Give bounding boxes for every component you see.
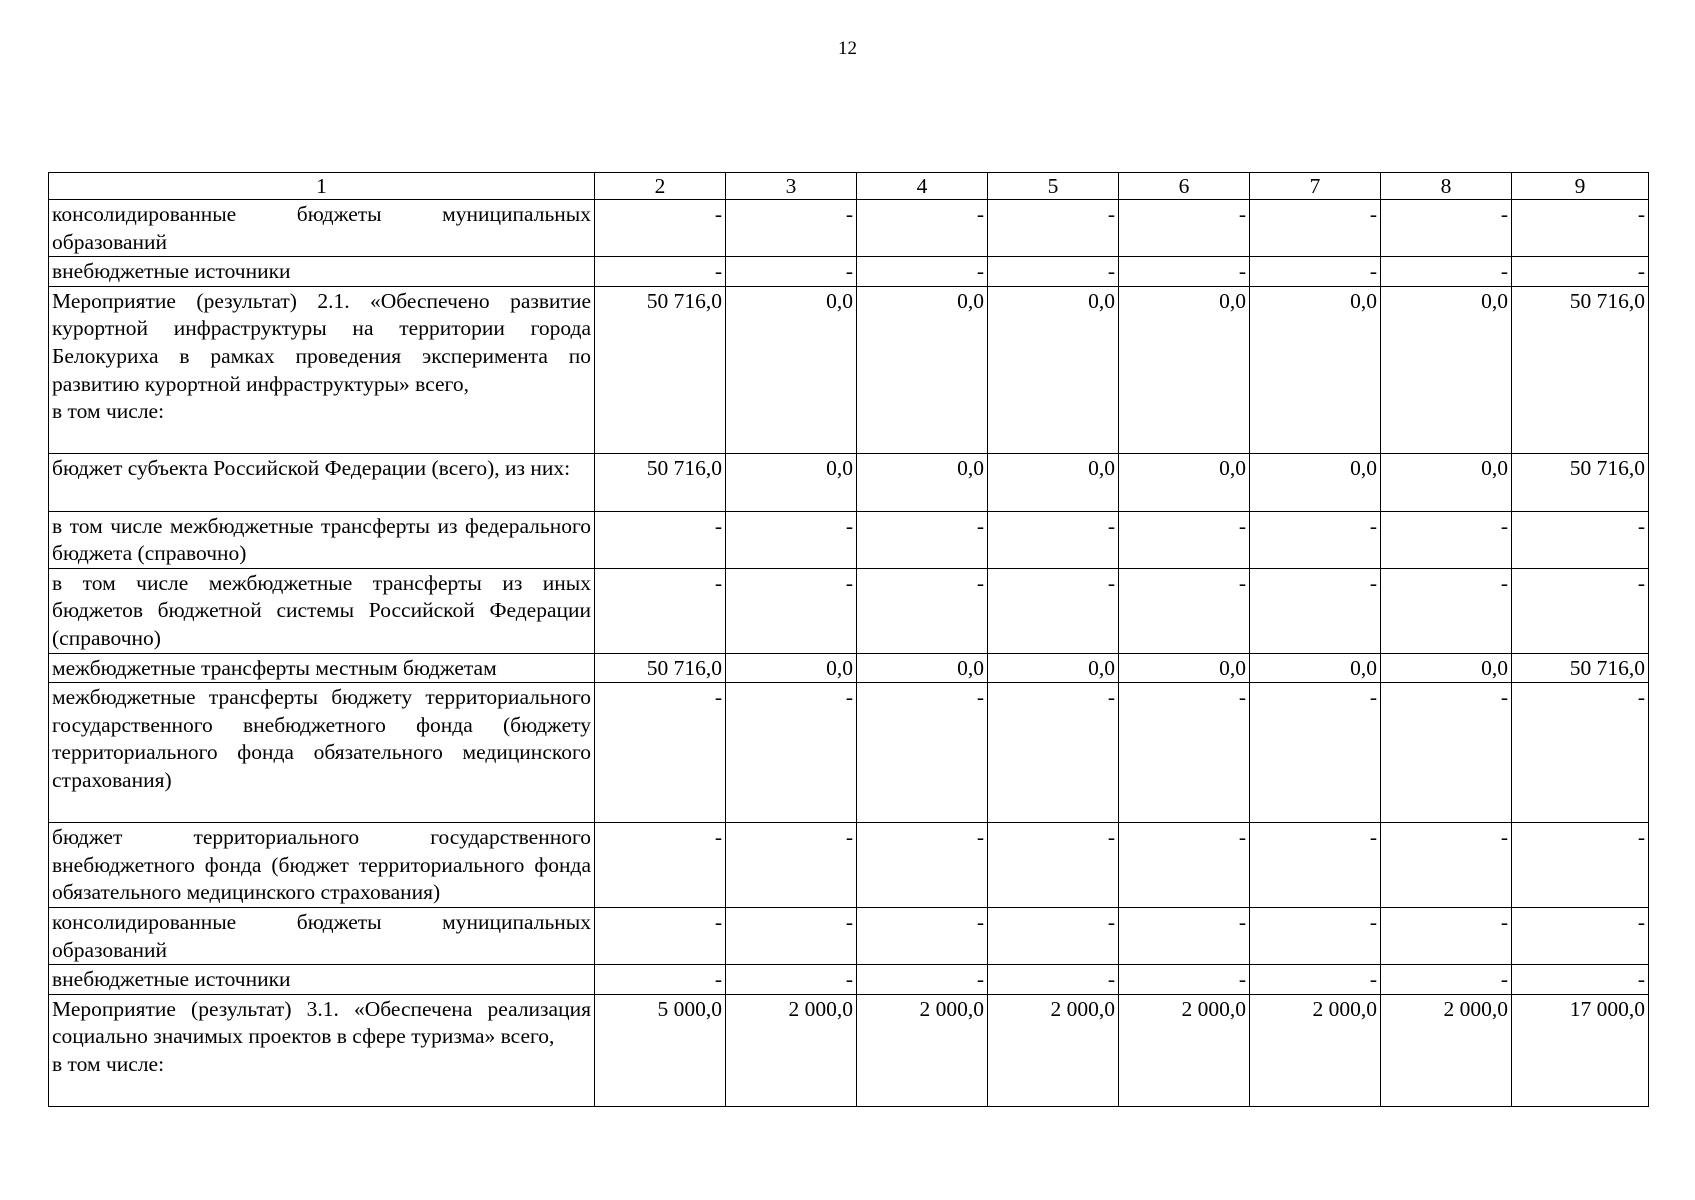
value-cell: 0,0 [1250,454,1381,511]
table-body [49,173,1649,1107]
value-cell: - [1250,823,1381,908]
value-cell: - [726,568,857,653]
value-cell: - [988,823,1119,908]
value-cell: 2 000,0 [988,994,1119,1106]
value-cell: - [857,965,988,995]
row-label: межбюджетные трансферты бюджету территориального государственного внебюджетного фонда (бюджету территориального фонда обязательного медицинского страхования) [49,683,595,823]
value-cell: - [857,200,988,257]
value-cell: - [726,823,857,908]
value-cell: 2 000,0 [1250,994,1381,1106]
column-header: 8 [1381,173,1512,200]
value-cell: - [1381,907,1512,964]
value-cell: - [1512,907,1649,964]
value-cell: - [726,257,857,287]
value-cell: 0,0 [726,286,857,454]
value-cell: - [595,200,726,257]
value-cell: - [595,257,726,287]
table-row [49,653,1649,683]
value-cell: - [1250,965,1381,995]
value-cell: - [988,257,1119,287]
row-label: бюджет субъекта Российской Федерации (всего), из них: [49,454,595,511]
table-row [49,683,1649,823]
row-label: внебюджетные источники [49,965,595,995]
column-header: 4 [857,173,988,200]
value-cell: - [1512,683,1649,823]
value-cell: - [1512,257,1649,287]
value-cell: 0,0 [1381,286,1512,454]
value-cell: - [726,683,857,823]
value-cell: - [1512,568,1649,653]
value-cell: 0,0 [857,454,988,511]
page-number: 12 [838,38,857,59]
value-cell: - [1381,965,1512,995]
value-cell: - [1250,907,1381,964]
table-row [49,511,1649,568]
value-cell: - [595,907,726,964]
value-cell: - [1381,683,1512,823]
value-cell: - [726,200,857,257]
value-cell: - [857,257,988,287]
table-row [49,823,1649,908]
row-label: Мероприятие (результат) 3.1. «Обеспечена реализация социально значимых проектов в сфере туризма» всего, в том числе: [49,994,595,1106]
column-header: 7 [1250,173,1381,200]
value-cell: 5 000,0 [595,994,726,1106]
value-cell: - [857,683,988,823]
value-cell: 0,0 [1119,454,1250,511]
column-header: 2 [595,173,726,200]
value-cell: 17 000,0 [1512,994,1649,1106]
value-cell: - [1250,683,1381,823]
value-cell: - [1119,823,1250,908]
value-cell: - [726,965,857,995]
value-cell: 0,0 [1119,286,1250,454]
table-row [49,286,1649,454]
value-cell: - [1119,511,1250,568]
value-cell: - [988,907,1119,964]
value-cell: 0,0 [1119,653,1250,683]
value-cell: - [1381,823,1512,908]
column-header: 6 [1119,173,1250,200]
row-label: консолидированные бюджеты муниципальных образований [49,200,595,257]
table-row [49,907,1649,964]
value-cell: 0,0 [857,653,988,683]
value-cell: - [1250,200,1381,257]
value-cell: 50 716,0 [595,286,726,454]
value-cell: - [1512,823,1649,908]
value-cell: - [1381,568,1512,653]
column-header: 9 [1512,173,1649,200]
row-label: Мероприятие (результат) 2.1. «Обеспечено развитие курортной инфраструктуры на территории города Белокуриха в рамках проведения эксперимента по развитию курортной инфраструктуры» всего, в том числе: [49,286,595,454]
value-cell: - [1512,200,1649,257]
row-label: внебюджетные источники [49,257,595,287]
value-cell: - [726,511,857,568]
row-label: межбюджетные трансферты местным бюджетам [49,653,595,683]
value-cell: 0,0 [1250,653,1381,683]
value-cell: 0,0 [1381,653,1512,683]
value-cell: 0,0 [988,454,1119,511]
value-cell: 0,0 [857,286,988,454]
value-cell: - [1381,511,1512,568]
value-cell: 50 716,0 [1512,653,1649,683]
row-label: в том числе межбюджетные трансферты из федерального бюджета (справочно) [49,511,595,568]
value-cell: - [1119,257,1250,287]
budget-table [48,172,1649,1107]
value-cell: - [1381,200,1512,257]
value-cell: - [1119,907,1250,964]
table-row [49,200,1649,257]
value-cell: - [1381,257,1512,287]
value-cell: 2 000,0 [726,994,857,1106]
value-cell: - [857,511,988,568]
value-cell: - [595,683,726,823]
value-cell: 0,0 [726,454,857,511]
value-cell: 50 716,0 [595,454,726,511]
value-cell: - [1512,965,1649,995]
table-row [49,454,1649,511]
row-label: консолидированные бюджеты муниципальных образований [49,907,595,964]
row-label: в том числе межбюджетные трансферты из иных бюджетов бюджетной системы Российской Федерации (справочно) [49,568,595,653]
value-cell: - [988,683,1119,823]
value-cell: - [595,568,726,653]
value-cell: - [595,511,726,568]
value-cell: - [1512,511,1649,568]
value-cell: - [726,907,857,964]
table-row [49,257,1649,287]
column-header: 3 [726,173,857,200]
value-cell: - [988,965,1119,995]
value-cell: - [988,200,1119,257]
value-cell: 2 000,0 [1119,994,1250,1106]
value-cell: 0,0 [726,653,857,683]
value-cell: - [1250,568,1381,653]
value-cell: - [988,568,1119,653]
value-cell: - [857,568,988,653]
column-header: 5 [988,173,1119,200]
value-cell: - [1119,683,1250,823]
row-label: бюджет территориального государственного внебюджетного фонда (бюджет территориального фонда обязательного медицинского страхования) [49,823,595,908]
value-cell: - [1119,568,1250,653]
value-cell: 50 716,0 [1512,286,1649,454]
value-cell: - [1119,200,1250,257]
table-row [49,568,1649,653]
value-cell: 0,0 [1250,286,1381,454]
table-header-row [49,173,1649,200]
value-cell: - [595,823,726,908]
value-cell: - [595,965,726,995]
value-cell: 50 716,0 [1512,454,1649,511]
value-cell: - [857,823,988,908]
column-header: 1 [49,173,595,200]
value-cell: - [857,907,988,964]
value-cell: - [1250,257,1381,287]
value-cell: 0,0 [1381,454,1512,511]
value-cell: 2 000,0 [857,994,988,1106]
table-row [49,994,1649,1106]
table-row [49,965,1649,995]
value-cell: 0,0 [988,286,1119,454]
value-cell: - [1250,511,1381,568]
value-cell: 0,0 [988,653,1119,683]
value-cell: 2 000,0 [1381,994,1512,1106]
value-cell: - [1119,965,1250,995]
value-cell: 50 716,0 [595,653,726,683]
value-cell: - [988,511,1119,568]
